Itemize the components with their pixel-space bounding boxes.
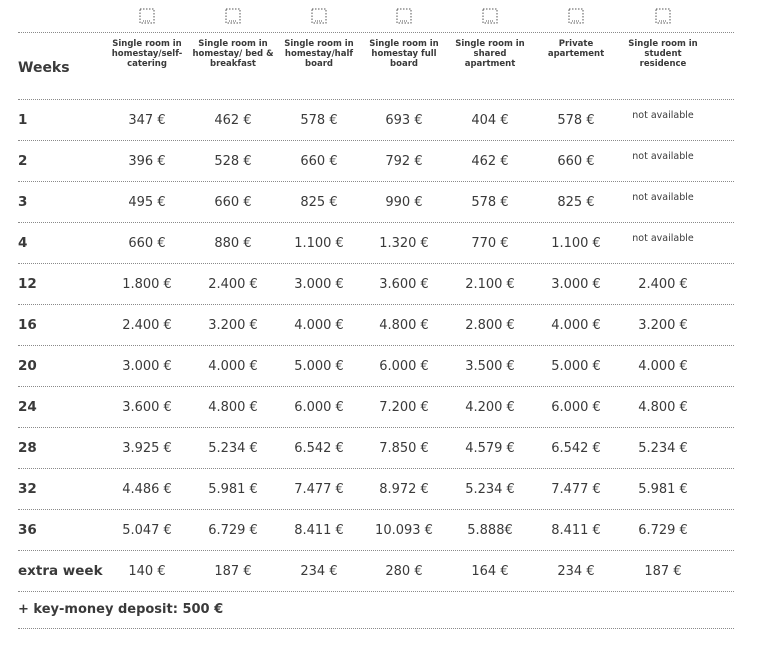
table-row [18,264,734,304]
footer [18,592,734,628]
price-cell: 990 € [385,195,423,210]
price-cell: 3.925 € [122,441,172,456]
weeks-label: 28 [18,440,37,456]
price-cell: 660 € [128,236,166,251]
price-cell: 4.200 € [465,400,515,415]
room-icon [568,8,584,24]
column-header: Single room in homestay/half board [284,39,354,69]
price-cell: 1.100 € [551,236,601,251]
column-header: Single room in homestay full board [369,39,439,69]
price-cell: 5.981 € [208,482,258,497]
price-cell: 825 € [557,195,595,210]
price-cell: 3.200 € [638,318,688,333]
table-row [18,223,734,263]
price-cell: 4.800 € [379,318,429,333]
key-money-deposit-note: + key-money deposit: 500 € [18,602,224,617]
price-cell: 140 € [128,564,166,579]
column-icons-row [18,0,734,32]
price-cell: 3.600 € [122,400,172,415]
table-row [18,182,734,222]
price-cell: 234 € [557,564,595,579]
table-row [18,387,734,427]
price-cell: 7.200 € [379,400,429,415]
price-cell: 528 € [214,154,252,169]
price-cell: 825 € [300,195,338,210]
price-cell: 4.000 € [638,359,688,374]
price-cell: 7.477 € [294,482,344,497]
weeks-label: 2 [18,153,28,169]
table-row [18,551,734,591]
price-cell: 578 € [557,113,595,128]
price-cell: not available [632,192,694,203]
weeks-label: 3 [18,194,28,210]
price-cell: 4.800 € [208,400,258,415]
price-cell: 1.100 € [294,236,344,251]
table-row [18,346,734,386]
price-cell: not available [632,110,694,121]
price-cell: 2.400 € [208,277,258,292]
price-cell: 7.850 € [379,441,429,456]
weeks-label: 1 [18,112,28,128]
divider [18,628,734,629]
room-icon [396,8,412,24]
price-cell: 660 € [557,154,595,169]
price-cell: 2.800 € [465,318,515,333]
table-row [18,469,734,509]
price-cell: not available [632,151,694,162]
price-cell: 5.234 € [208,441,258,456]
price-cell: 1.320 € [379,236,429,251]
price-cell: 578 € [300,113,338,128]
price-cell: 4.800 € [638,400,688,415]
column-header: Single room in shared apartment [455,39,525,69]
column-header: Private apartement [547,39,605,59]
price-cell: 396 € [128,154,166,169]
price-cell: 6.542 € [551,441,601,456]
price-cell: 660 € [214,195,252,210]
price-cell: 5.000 € [551,359,601,374]
price-cell: 5.981 € [638,482,688,497]
room-icon [655,8,671,24]
room-icon [139,8,155,24]
price-cell: 1.800 € [122,277,172,292]
table-row [18,305,734,345]
price-cell: 7.477 € [551,482,601,497]
weeks-label: 36 [18,522,37,538]
table-row [18,510,734,550]
price-cell: 4.000 € [208,359,258,374]
price-cell: not available [632,233,694,244]
price-cell: 4.579 € [465,441,515,456]
price-cell: 5.000 € [294,359,344,374]
column-header: Single room in student residence [628,39,698,69]
price-cell: 4.000 € [551,318,601,333]
price-cell: 4.000 € [294,318,344,333]
weeks-header: Weeks [18,60,70,76]
price-cell: 770 € [471,236,509,251]
price-cell: 792 € [385,154,423,169]
price-cell: 3.500 € [465,359,515,374]
table-body [18,100,734,592]
price-cell: 693 € [385,113,423,128]
weeks-label: 32 [18,481,37,497]
weeks-label: 24 [18,399,37,415]
price-cell: 2.100 € [465,277,515,292]
column-header: Single room in homestay/ bed & breakfast [192,39,274,69]
room-icon [482,8,498,24]
price-cell: 404 € [471,113,509,128]
weeks-label: 12 [18,276,37,292]
price-cell: 5.888€ [467,523,513,538]
price-cell: 495 € [128,195,166,210]
price-cell: 8.411 € [294,523,344,538]
price-cell: 5.234 € [465,482,515,497]
price-cell: 3.600 € [379,277,429,292]
price-table [18,0,734,629]
price-cell: 8.972 € [379,482,429,497]
table-header [18,33,734,99]
price-cell: 462 € [471,154,509,169]
price-cell: 5.234 € [638,441,688,456]
weeks-label: extra week [18,563,103,579]
column-header: Single room in homestay/self-catering [111,39,183,69]
room-icon [225,8,241,24]
price-cell: 6.000 € [551,400,601,415]
price-cell: 6.729 € [208,523,258,538]
weeks-label: 16 [18,317,37,333]
price-cell: 462 € [214,113,252,128]
price-cell: 10.093 € [375,523,433,538]
room-icon [311,8,327,24]
price-cell: 347 € [128,113,166,128]
table-row [18,428,734,468]
price-cell: 234 € [300,564,338,579]
price-cell: 6.542 € [294,441,344,456]
price-cell: 3.000 € [294,277,344,292]
price-cell: 4.486 € [122,482,172,497]
table-row [18,100,734,140]
price-cell: 660 € [300,154,338,169]
price-cell: 3.000 € [551,277,601,292]
price-cell: 6.000 € [294,400,344,415]
weeks-label: 20 [18,358,37,374]
price-cell: 280 € [385,564,423,579]
price-cell: 8.411 € [551,523,601,538]
price-cell: 3.000 € [122,359,172,374]
price-cell: 880 € [214,236,252,251]
price-cell: 187 € [214,564,252,579]
price-cell: 5.047 € [122,523,172,538]
price-cell: 3.200 € [208,318,258,333]
price-cell: 2.400 € [638,277,688,292]
price-cell: 164 € [471,564,509,579]
price-cell: 187 € [644,564,682,579]
price-cell: 6.729 € [638,523,688,538]
price-cell: 2.400 € [122,318,172,333]
weeks-label: 4 [18,235,28,251]
price-cell: 578 € [471,195,509,210]
price-cell: 6.000 € [379,359,429,374]
table-row [18,141,734,181]
